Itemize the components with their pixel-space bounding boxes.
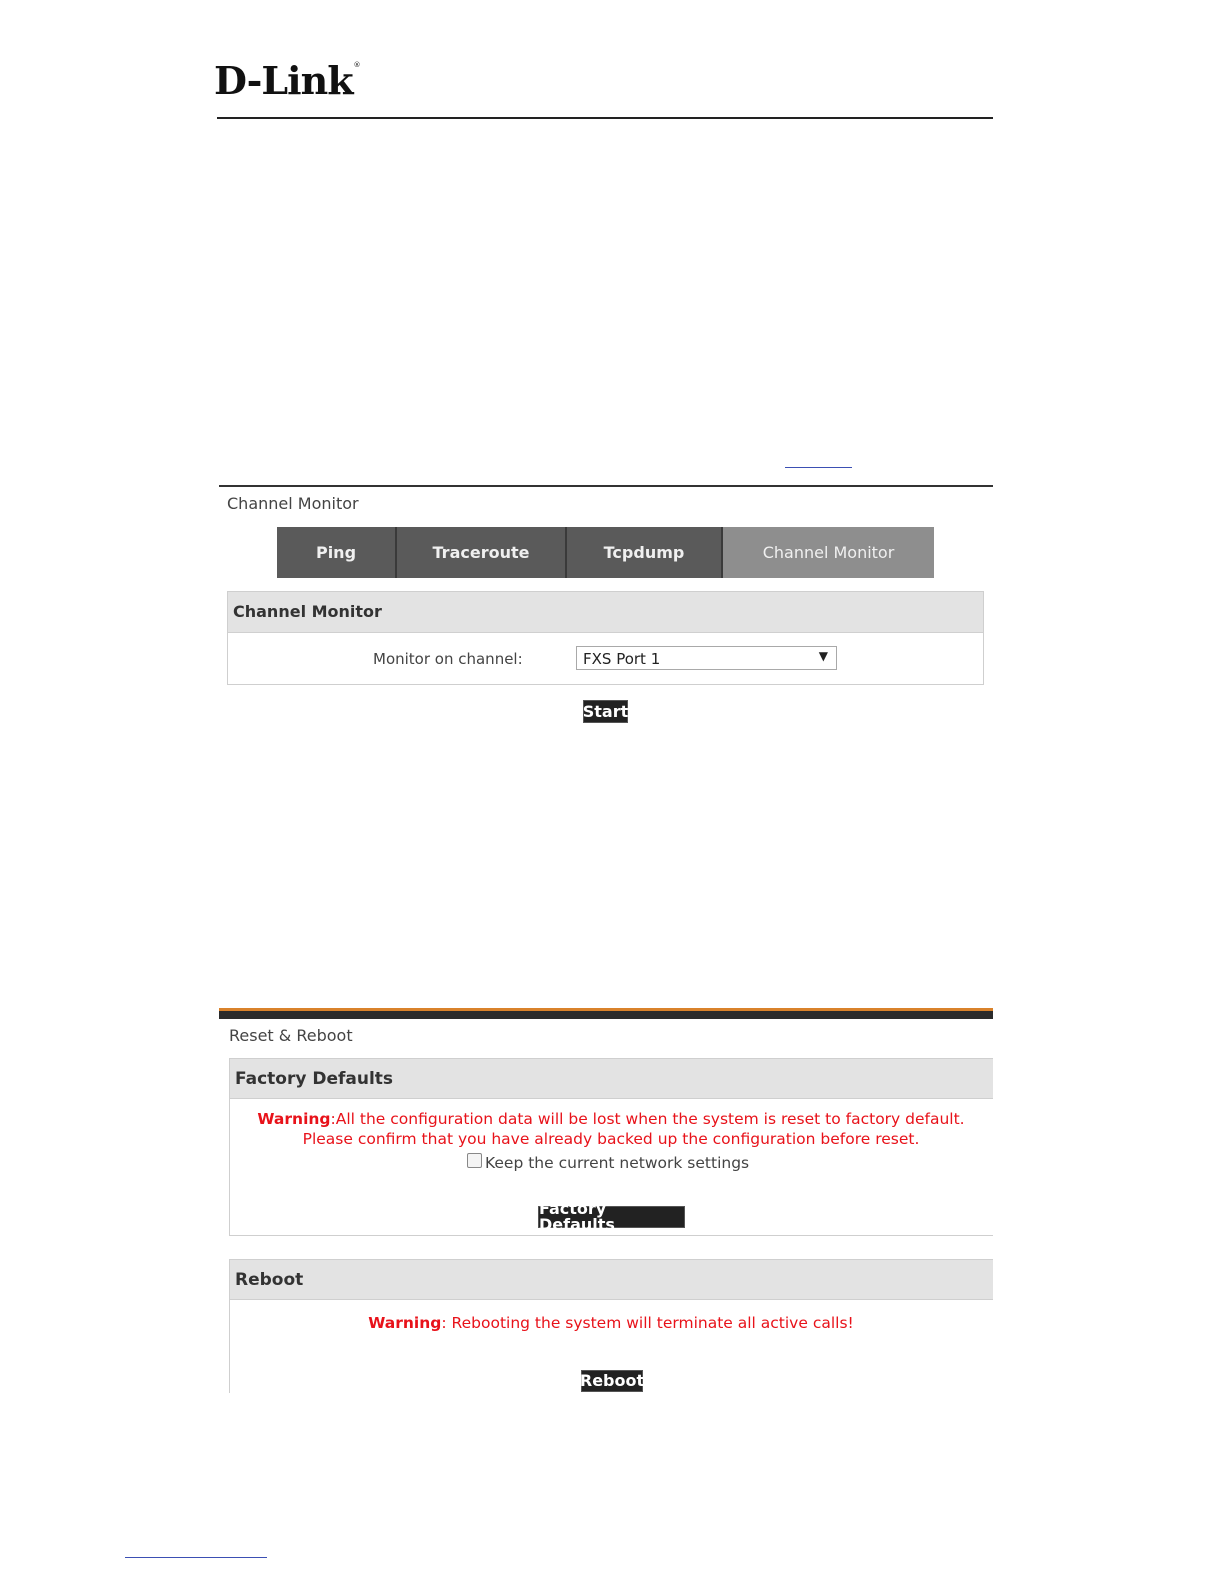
header-divider bbox=[217, 117, 993, 119]
factory-warning-line1: Warning:All the configuration data will be lost when the system is reset to factory default. bbox=[257, 1110, 965, 1128]
document-link-underline[interactable] bbox=[785, 467, 852, 468]
tab-ping[interactable]: Ping bbox=[277, 527, 397, 578]
tab-traceroute[interactable]: Traceroute bbox=[397, 527, 567, 578]
factory-defaults-header bbox=[230, 1058, 993, 1099]
factory-defaults-button[interactable]: Factory Defaults bbox=[538, 1206, 685, 1228]
footer-link-underline[interactable] bbox=[125, 1557, 267, 1558]
keep-network-settings-label: Keep the current network settings bbox=[485, 1154, 750, 1172]
tab-channel-monitor[interactable]: Channel Monitor bbox=[723, 527, 934, 578]
start-button[interactable]: Start bbox=[583, 700, 628, 723]
factory-warning-line2: Please confirm that you have already backed up the configuration before reset. bbox=[302, 1130, 920, 1148]
panel-title: Channel Monitor bbox=[233, 602, 382, 621]
channel-monitor-panel bbox=[227, 591, 984, 685]
tab-tcpdump[interactable]: Tcpdump bbox=[567, 527, 723, 578]
channel-select[interactable] bbox=[576, 646, 837, 670]
keep-network-settings-checkbox[interactable] bbox=[467, 1153, 482, 1168]
chevron-down-icon: ▼ bbox=[818, 649, 828, 663]
reboot-warning: Warning: Rebooting the system will terminate all active calls! bbox=[368, 1314, 854, 1332]
panel-header bbox=[228, 592, 983, 633]
factory-defaults-heading: Factory Defaults bbox=[235, 1069, 394, 1089]
top-bar bbox=[219, 1008, 993, 1019]
section-divider bbox=[219, 485, 993, 487]
reboot-header bbox=[230, 1259, 993, 1300]
reboot-button[interactable]: Reboot bbox=[579, 1371, 645, 1390]
tab-bar bbox=[277, 527, 934, 578]
reset-reboot-title: Reset & Reboot bbox=[229, 1026, 353, 1045]
channel-select-value: FXS Port 1 bbox=[583, 650, 661, 668]
monitor-channel-label: Monitor on channel: bbox=[373, 650, 523, 668]
dlink-logo: D-Link® bbox=[214, 58, 360, 103]
reboot-heading: Reboot bbox=[235, 1270, 304, 1290]
page-title: Channel Monitor bbox=[227, 494, 359, 513]
